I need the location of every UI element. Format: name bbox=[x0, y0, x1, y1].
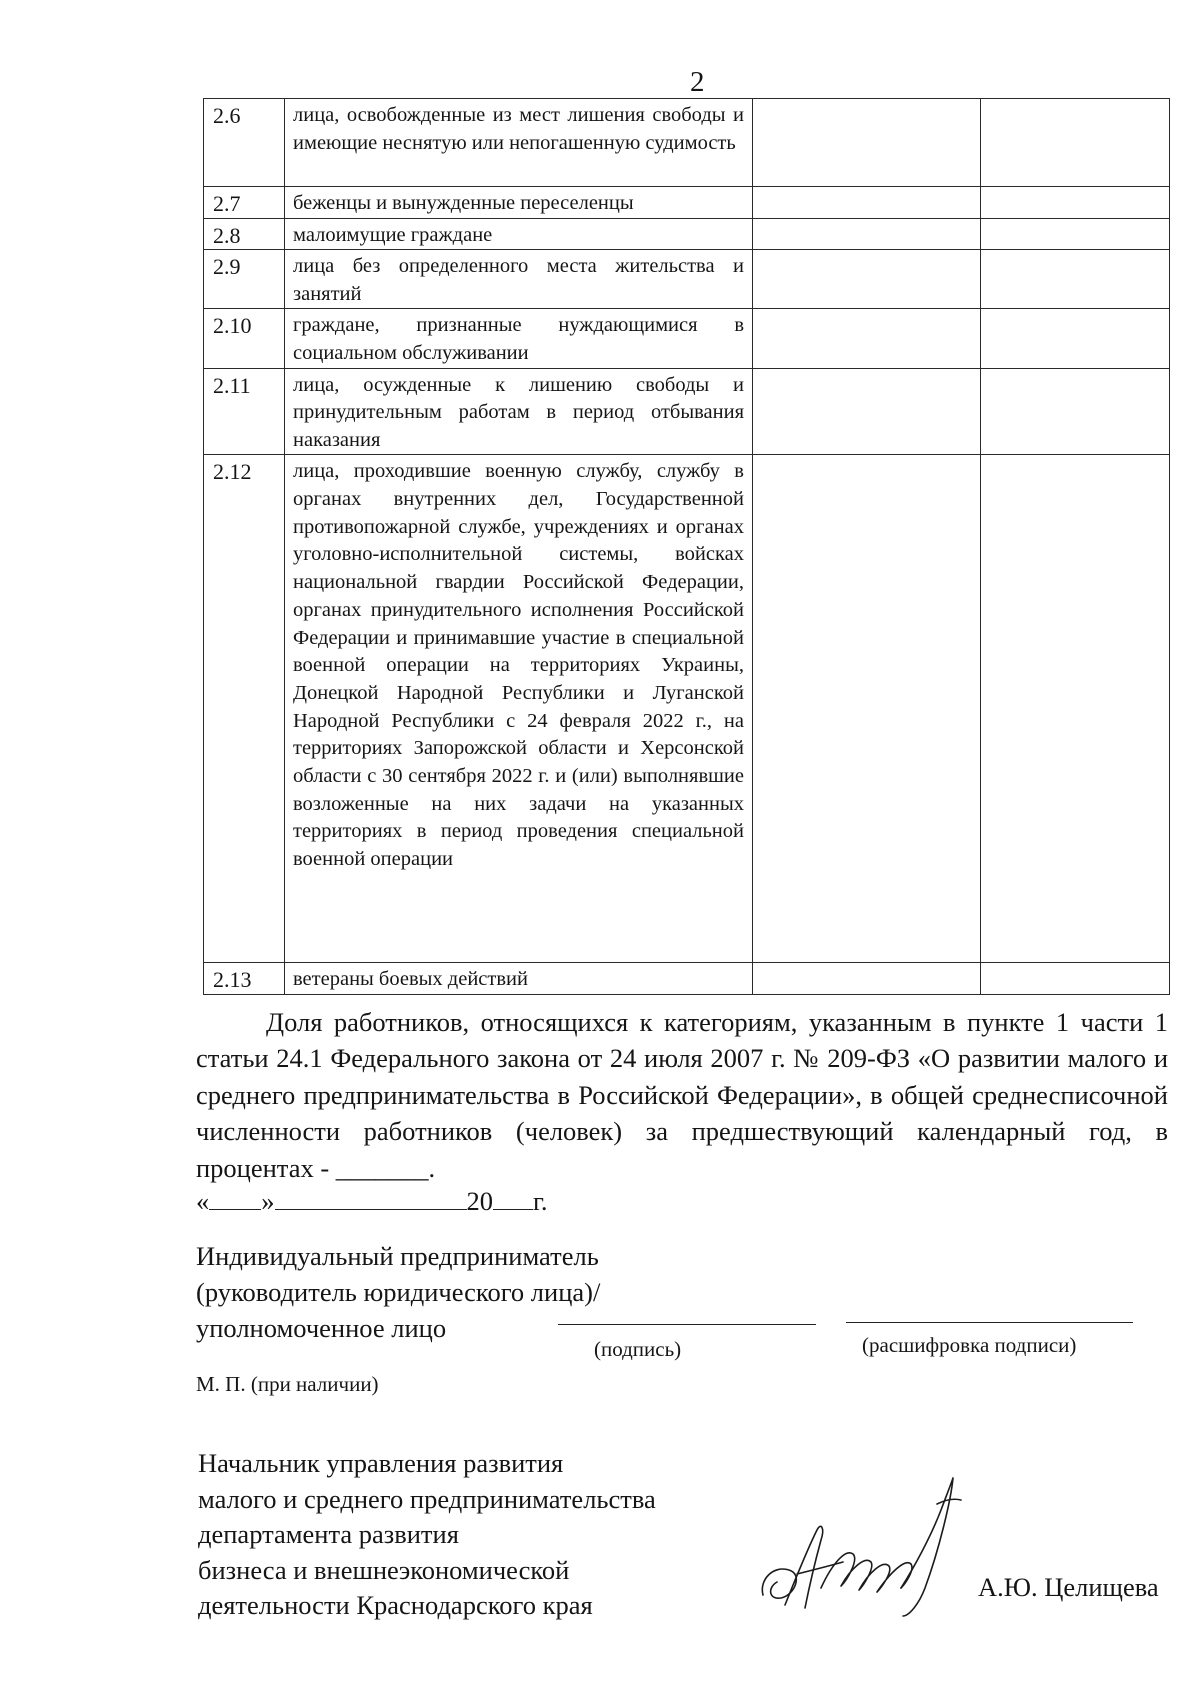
table-row bbox=[204, 455, 1170, 963]
row-number: 2.11 bbox=[204, 368, 285, 455]
value-cell bbox=[981, 455, 1170, 963]
signature-line bbox=[558, 1324, 816, 1325]
value-cell bbox=[981, 963, 1170, 995]
table-row bbox=[204, 187, 1170, 219]
row-text: малоимущие граждане bbox=[285, 218, 753, 250]
value-cell bbox=[753, 99, 981, 187]
day-blank bbox=[209, 1187, 261, 1210]
official-name: А.Ю. Целищева bbox=[978, 1572, 1159, 1602]
table-row bbox=[204, 250, 1170, 309]
value-cell bbox=[981, 218, 1170, 250]
official-line-1: Начальник управления развития bbox=[198, 1448, 564, 1478]
decoding-caption: (расшифровка подписи) bbox=[862, 1333, 1077, 1357]
date-line bbox=[196, 1186, 548, 1217]
value-cell bbox=[981, 309, 1170, 368]
row-text: лица, освобожденные из мест лишения свободы и имеющие неснятую или непогашенную судимость bbox=[285, 99, 753, 187]
categories-table bbox=[203, 98, 1170, 995]
row-number: 2.9 bbox=[204, 250, 285, 309]
official-line-2: малого и среднего предпринимательства bbox=[198, 1483, 656, 1514]
signatory-line-3: уполномоченное лицо bbox=[196, 1313, 447, 1343]
row-text: лица, осужденные к лишению свободы и принудительным работам в период отбывания наказания bbox=[285, 368, 753, 455]
month-blank bbox=[275, 1187, 467, 1210]
value-cell bbox=[753, 309, 981, 368]
row-number: 2.10 bbox=[204, 309, 285, 368]
signatory-line-2: (руководитель юридического лица)/ bbox=[196, 1277, 601, 1307]
year-prefix: 20 bbox=[466, 1186, 493, 1216]
value-cell bbox=[981, 187, 1170, 219]
table-row bbox=[204, 368, 1170, 455]
value-cell bbox=[753, 368, 981, 455]
value-cell bbox=[981, 99, 1170, 187]
official-line-3: департамента развития bbox=[198, 1519, 459, 1550]
handwritten-signature bbox=[755, 1470, 980, 1620]
signature-caption: (подпись) bbox=[594, 1337, 682, 1361]
signatory-line-1: Индивидуальный предприниматель bbox=[196, 1241, 599, 1271]
value-cell bbox=[981, 368, 1170, 455]
signature-decoding-line bbox=[846, 1322, 1133, 1323]
official-title bbox=[198, 1446, 656, 1624]
value-cell bbox=[753, 963, 981, 995]
row-text: беженцы и вынужденные переселенцы bbox=[285, 187, 753, 219]
open-quote: « bbox=[196, 1186, 210, 1216]
table-row bbox=[204, 218, 1170, 250]
page-number: 2 bbox=[690, 66, 705, 98]
row-number: 2.7 bbox=[204, 187, 285, 219]
value-cell bbox=[981, 250, 1170, 309]
table-row bbox=[204, 99, 1170, 187]
row-text: граждане, признанные нуждающимися в социальном обслуживании bbox=[285, 309, 753, 368]
value-cell bbox=[753, 187, 981, 219]
row-number: 2.12 bbox=[204, 455, 285, 963]
year-blank bbox=[493, 1187, 533, 1210]
row-text: ветераны боевых действий bbox=[285, 963, 753, 995]
share-paragraph-text: Доля работников, относящихся к категориям, указанным в пункте 1 части 1 статьи 24.1 Федерального закона от 24 июля 2007 г. № 209-ФЗ «О развитии малого и среднего предпринимательства в Российской Федерации», в общей среднесписочной численности работников (человек) за предшествующий календарный год, в процентах - _______. bbox=[196, 1007, 1168, 1183]
official-line-5: деятельности Краснодарского края bbox=[198, 1590, 593, 1621]
row-number: 2.8 bbox=[204, 218, 285, 250]
table-row bbox=[204, 963, 1170, 995]
row-text: лица без определенного места жительства и занятий bbox=[285, 250, 753, 309]
stamp-note: М. П. (при наличии) bbox=[196, 1372, 379, 1396]
value-cell bbox=[753, 455, 981, 963]
table-row bbox=[204, 309, 1170, 368]
row-text: лица, проходившие военную службу, службу в органах внутренних дел, Государственной противопожарной службе, учреждениях и органах уголовно-исполнительной системы, войсках национальной гвардии Российской Федерации, органах принудительного исполнения Российской Федерации и принимавшие участие в специальной военной операции на территориях Украины, Донецкой Народной Республики и Луганской Народной Республики с 24 февраля 2022 г., на территориях Запорожской области и Херсонской области с 30 сентября 2022 г. и (или) выполнявшие возложенные на них задачи на указанных территориях в период проведения специальной военной операции bbox=[285, 455, 753, 963]
row-number: 2.6 bbox=[204, 99, 285, 187]
row-number: 2.13 bbox=[204, 963, 285, 995]
value-cell bbox=[753, 218, 981, 250]
signatory-title bbox=[196, 1238, 600, 1346]
close-quote: » bbox=[261, 1186, 275, 1216]
official-line-4: бизнеса и внешнеэкономической bbox=[198, 1554, 570, 1585]
value-cell bbox=[753, 250, 981, 309]
year-suffix: г. bbox=[533, 1186, 548, 1216]
share-paragraph bbox=[196, 1004, 1168, 1186]
